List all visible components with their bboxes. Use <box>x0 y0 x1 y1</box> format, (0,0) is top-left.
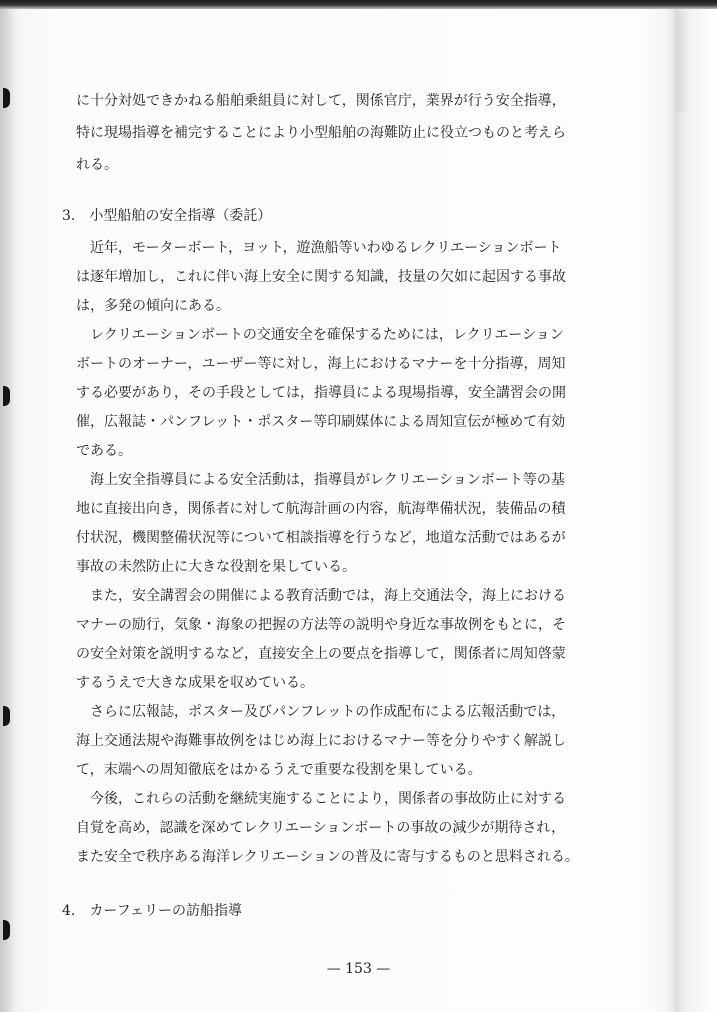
body-text-line: マナーの励行，気象・海象の把握の方法等の説明や身近な事故例をもとに，そ <box>76 617 566 633</box>
body-text-line: 地に直接出向き，関係者に対して航海計画の内容，航海準備状況，装備品の積 <box>76 501 566 517</box>
section-heading: 4. カーフェリーの訪船指導 <box>62 903 242 919</box>
body-text-line: する必要があり，その手段としては，指導員による現場指導，安全講習会の開 <box>76 385 566 401</box>
body-text-line: さらに広報誌，ポスター及びパンフレットの作成配布による広報活動では， <box>90 704 566 720</box>
body-text-line: 特に現場指導を補完することにより小型船舶の海難防止に役立つものと考えら <box>76 125 566 141</box>
top-edge-shadow <box>0 0 717 9</box>
body-text-line: 付状況，機関整備状況等について相談指導を行うなど，地道な活動ではあるが <box>76 530 566 546</box>
binder-hole <box>3 706 10 726</box>
body-text-line: 今後，これらの活動を継続実施することにより，関係者の事故防止に対する <box>90 791 566 807</box>
body-text-line: 自覚を高め，認識を深めてレクリエーションボートの事故の減少が期待され， <box>76 820 566 836</box>
body-text-line: は，多発の傾向にある。 <box>76 298 230 314</box>
right-edge-strip <box>676 12 690 112</box>
body-text-line: 近年，モーターボート，ヨット，遊漁船等いわゆるレクリエーションボート <box>90 240 562 256</box>
body-text-line: 催，広報誌・パンフレット・ポスター等印刷媒体による周知宣伝が極めて有効 <box>76 414 566 430</box>
binding-shadow <box>0 9 16 1012</box>
body-text-line: て，末端への周知徹底をはかるうえで重要な役割を果している。 <box>76 762 482 778</box>
body-text-line: の安全対策を説明するなど，直接安全上の要点を指導して，関係者に周知啓蒙 <box>76 646 566 662</box>
body-text-line: レクリエーションボートの交通安全を確保するためには，レクリエーション <box>90 327 564 343</box>
binder-hole <box>3 386 10 406</box>
body-text-line: するうえで大きな成果を収めている。 <box>76 675 314 691</box>
binder-hole <box>3 88 10 108</box>
body-text-line: れる。 <box>76 157 118 173</box>
body-text-line: ボートのオーナー，ユーザー等に対し，海上におけるマナーを十分指導，周知 <box>76 356 566 372</box>
body-text-line: また，安全講習会の開催による教育活動では，海上交通法令，海上における <box>90 588 566 604</box>
body-text-line: 事故の未然防止に大きな役割を果している。 <box>76 559 356 575</box>
body-text-line: に十分対処できかねる船舶乗組員に対して，関係官庁，業界が行う安全指導， <box>76 93 566 109</box>
body-text-line: 海上安全指導員による安全活動は，指導員がレクリエーションボート等の基 <box>90 472 565 488</box>
body-text-line: である。 <box>76 443 132 459</box>
section-heading: 3. 小型船舶の安全指導（委託） <box>62 208 272 224</box>
page-number: — 153 — <box>326 961 391 977</box>
body-text-line: は逐年増加し，これに伴い海上安全に関する知識，技量の欠如に起因する事故 <box>76 269 566 285</box>
binder-hole <box>3 920 10 940</box>
body-text-line: 海上交通法規や海難事故例をはじめ海上におけるマナー等を分りやすく解説し <box>76 733 566 749</box>
body-text-line: また安全で秩序ある海洋レクリエーションの普及に寄与するものと思料される。 <box>76 849 579 865</box>
